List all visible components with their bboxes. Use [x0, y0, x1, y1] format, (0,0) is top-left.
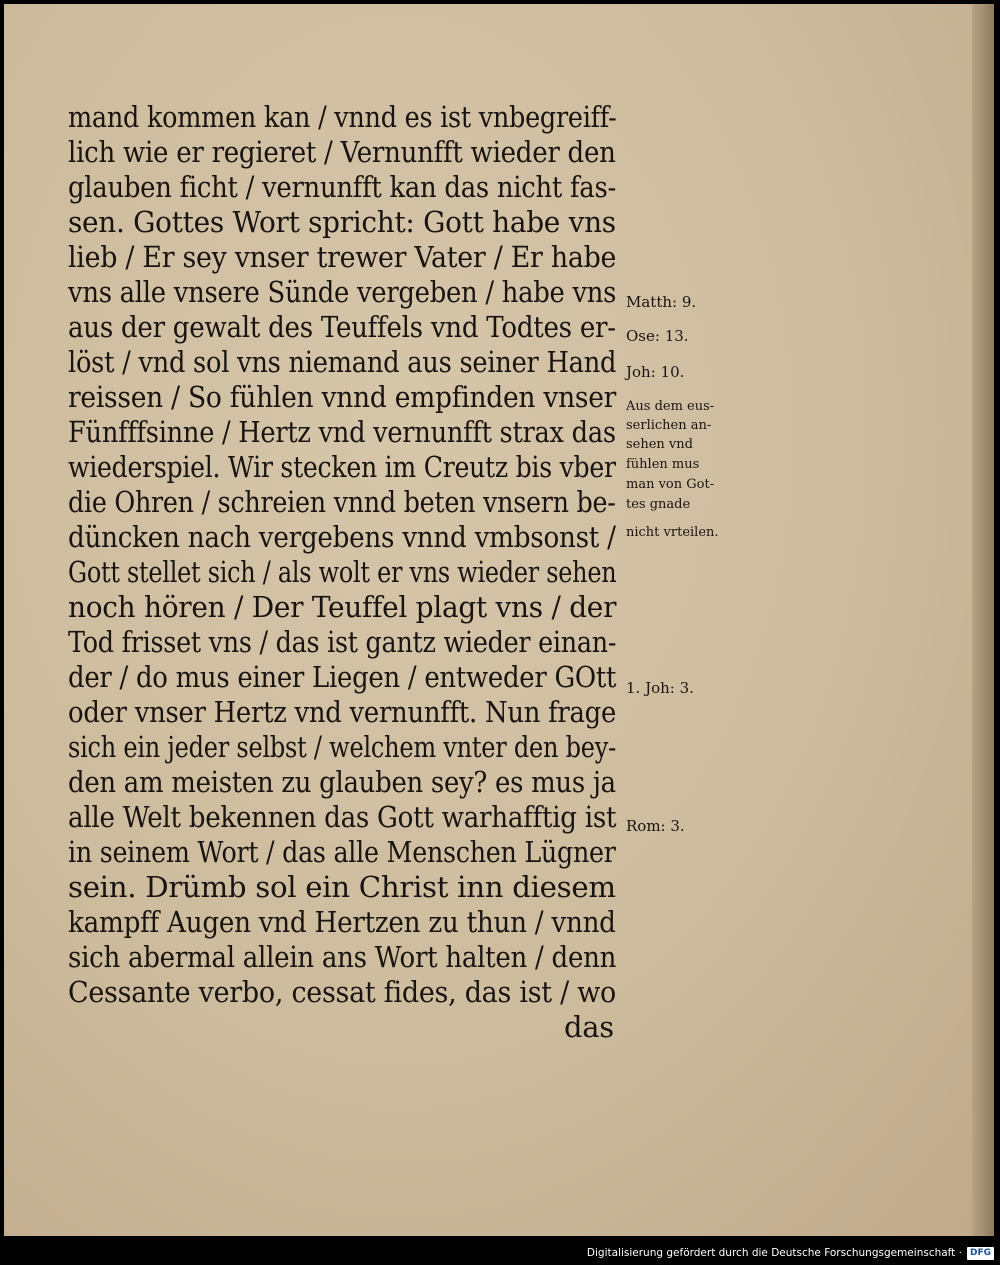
margin-note: fühlen mus — [626, 457, 700, 472]
text-line: reissen / So fühlen vnnd empfinden vnser — [68, 380, 617, 414]
footer-text: Digitalisierung gefördert durch die Deutsche Forschungsgemeinschaft · — [586, 1247, 962, 1259]
margin-note: tes gnade — [626, 497, 691, 512]
text-line: kampff Augen vnd Hertzen zu thun / vnnd — [68, 905, 616, 939]
margin-note: Joh: 10. — [626, 363, 685, 381]
text-line: lieb / Er sey vnser trewer Vater / Er habe — [68, 240, 617, 274]
text-line: alle Welt bekennen das Gott warhafftig ist — [68, 800, 617, 834]
margin-note: man von Got- — [626, 477, 715, 492]
text-line: noch hören / Der Teuffel plagt vns / der — [68, 590, 617, 624]
footer — [587, 1244, 994, 1262]
text-line: lich wie er regieret / Vernunfft wieder den — [68, 135, 616, 169]
margin-note: 1. Joh: 3. — [626, 679, 694, 697]
catchword: das — [564, 1010, 614, 1044]
margin-note: serlichen an- — [626, 418, 712, 433]
text-line: die Ohren / schreien vnnd beten vnsern be- — [68, 485, 616, 519]
text-line: mand kommen kan / vnnd es ist vnbegreiff- — [68, 100, 617, 134]
scanned-page — [4, 4, 994, 1236]
text-line: Fünfffsinne / Hertz vnd vernunfft strax das — [68, 415, 616, 449]
text-line: den am meisten zu glauben sey? es mus ja — [68, 765, 616, 799]
dfg-logo: DFG — [967, 1247, 994, 1260]
margin-note: nicht vrteilen. — [626, 525, 719, 540]
text-line: aus der gewalt des Teuffels vnd Todtes er- — [68, 310, 616, 344]
margin-note: Rom: 3. — [626, 817, 685, 835]
text-line: sen. Gottes Wort spricht: Gott habe vns — [68, 205, 616, 239]
text-line: glauben ficht / vernunfft kan das nicht fas- — [68, 170, 616, 204]
text-line: sich abermal allein ans Wort halten / denn — [68, 940, 617, 974]
text-line: Tod frisset vns / das ist gantz wieder einan- — [68, 625, 617, 659]
text-line: sein. Drümb sol ein Christ inn diesem — [68, 870, 616, 904]
margin-note: Ose: 13. — [626, 327, 689, 345]
margin-note: sehen vnd — [626, 437, 693, 452]
text-line: oder vnser Hertz vnd vernunfft. Nun frage — [68, 695, 617, 729]
text-line: löst / vnd sol vns niemand aus seiner Hand — [68, 345, 617, 379]
page-edge — [972, 4, 994, 1236]
text-line: düncken nach vergebens vnnd vmbsonst / — [68, 520, 616, 554]
text-line: wiederspiel. Wir stecken im Creutz bis vber — [68, 450, 616, 484]
text-line: sich ein jeder selbst / welchem vnter den bey- — [68, 730, 616, 764]
text-line: der / do mus einer Liegen / entweder GOtt — [68, 660, 617, 694]
text-line: vns alle vnsere Sünde vergeben / habe vns — [68, 275, 617, 309]
text-line: Cessante verbo, cessat fides, das ist / wo — [68, 975, 617, 1009]
margin-note: Aus dem eus- — [626, 399, 715, 414]
text-line: in seinem Wort / das alle Menschen Lügner — [68, 835, 616, 869]
text-line: Gott stellet sich / als wolt er vns wieder sehen — [68, 555, 617, 589]
margin-note: Matth: 9. — [626, 293, 697, 311]
